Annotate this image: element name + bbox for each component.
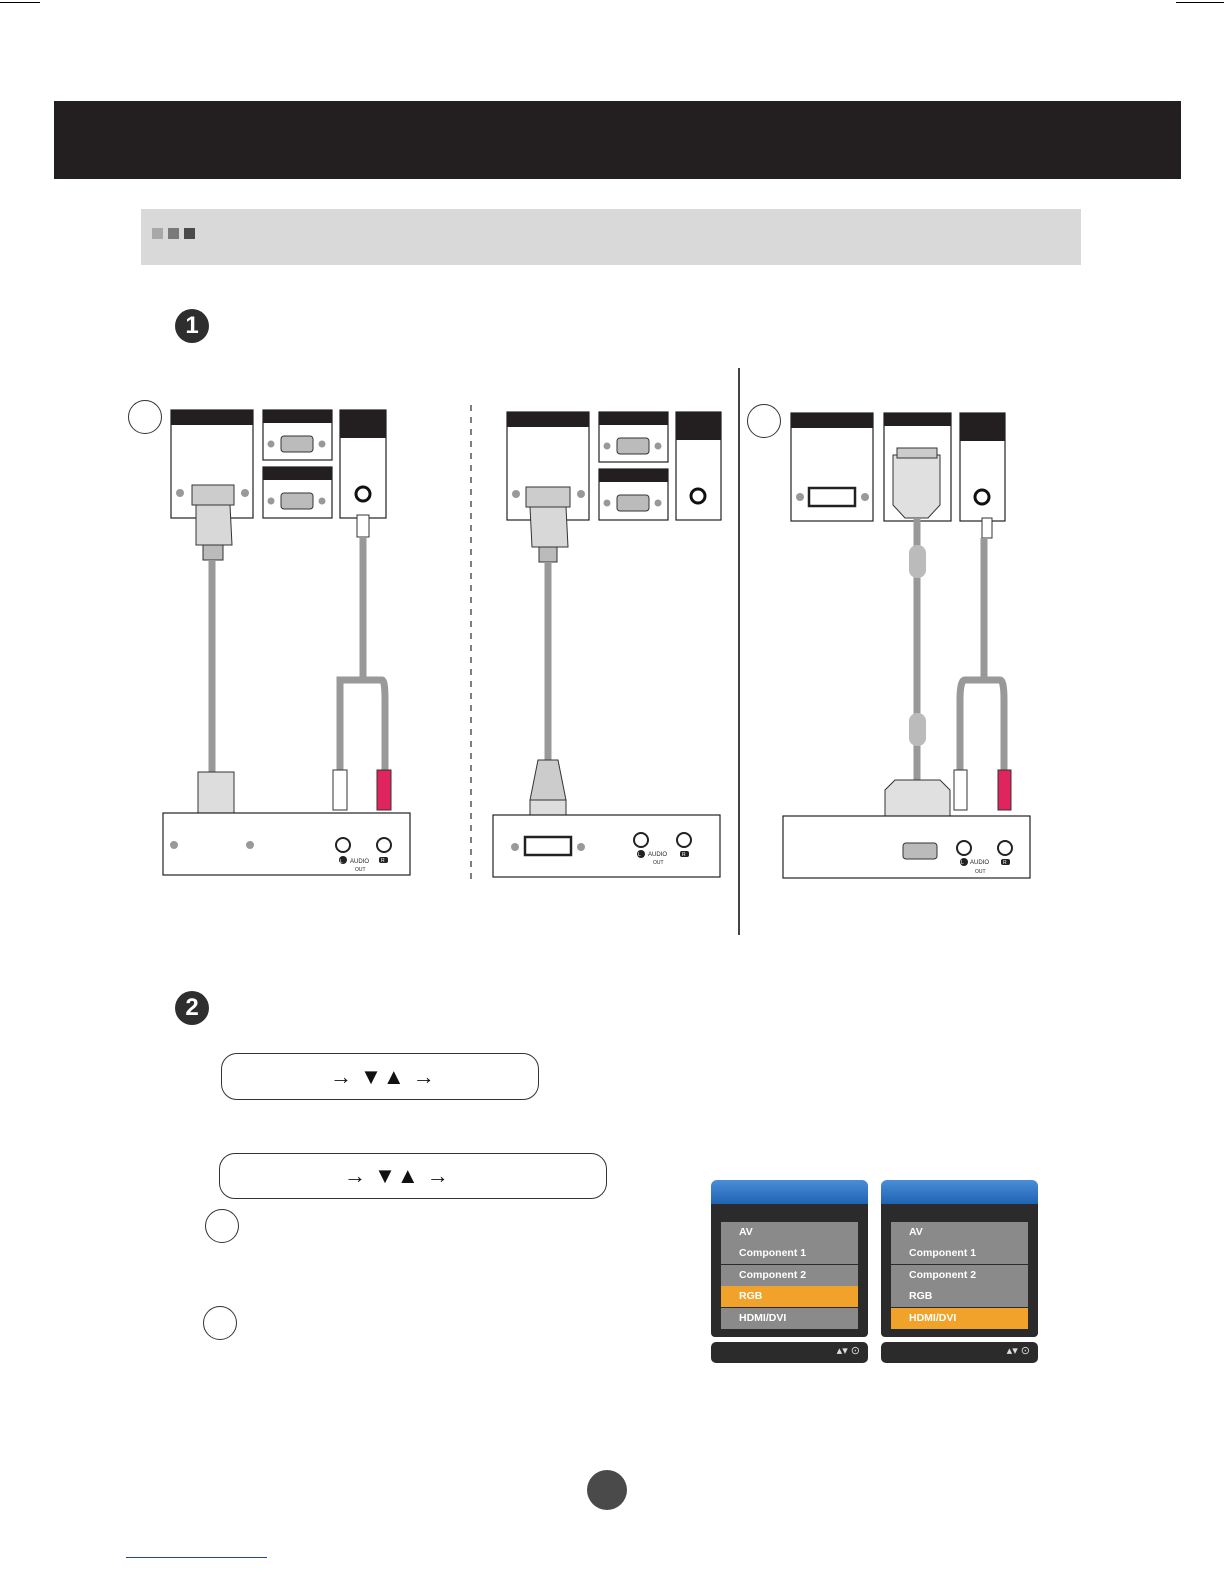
menu-item-av[interactable]: AV bbox=[891, 1222, 1028, 1243]
footer-line bbox=[126, 1557, 267, 1558]
diagram-a bbox=[163, 410, 410, 875]
crop-mark-right bbox=[1176, 2, 1224, 3]
connection-diagram bbox=[0, 360, 1224, 940]
right-channel-c: R bbox=[1003, 860, 1007, 866]
diagram-a-label-circle bbox=[128, 400, 162, 434]
menu-header bbox=[881, 1180, 1038, 1204]
diagram-b bbox=[493, 412, 721, 877]
menu-header bbox=[711, 1180, 868, 1204]
menu-footer bbox=[711, 1342, 868, 1363]
audio-out-c: OUT bbox=[975, 869, 986, 875]
right-channel-b: R bbox=[682, 852, 686, 858]
instruction-arrows-2: → ▼▲ → bbox=[344, 1163, 450, 1188]
section-square-3 bbox=[184, 228, 195, 239]
step-1-number: 1 bbox=[175, 309, 209, 343]
menu-item-component-1[interactable]: Component 1 bbox=[891, 1243, 1028, 1264]
diagram-c-label-circle bbox=[747, 404, 781, 438]
section-square-2 bbox=[168, 228, 179, 239]
diagram-c bbox=[783, 413, 1030, 878]
menu-item-component-1[interactable]: Component 1 bbox=[721, 1243, 858, 1264]
audio-label-b: AUDIO bbox=[648, 852, 668, 858]
crop-mark-left bbox=[0, 2, 40, 3]
input-menu-right bbox=[881, 1180, 1038, 1363]
menu-item-component-2[interactable]: Component 2 bbox=[721, 1265, 858, 1286]
audio-out-a: OUT bbox=[355, 867, 366, 873]
option-a-circle bbox=[205, 1209, 239, 1243]
menu-item-component-2[interactable]: Component 2 bbox=[891, 1265, 1028, 1286]
right-channel-a: R bbox=[381, 858, 385, 864]
input-menu-left bbox=[711, 1180, 868, 1363]
section-bar bbox=[141, 209, 1081, 265]
left-channel-c: L bbox=[961, 860, 964, 866]
menu-item-hdmi-dvi[interactable]: HDMI/DVI bbox=[721, 1308, 858, 1329]
page-number-badge bbox=[587, 1470, 627, 1510]
menu-footer bbox=[881, 1342, 1038, 1363]
menu-item-hdmi-dvi[interactable]: HDMI/DVI bbox=[891, 1308, 1028, 1329]
navigate-select-icon: ▴▾ ⊙ bbox=[836, 1345, 860, 1357]
audio-label-a: AUDIO bbox=[350, 859, 370, 865]
menu-item-rgb[interactable]: RGB bbox=[891, 1286, 1028, 1307]
navigate-select-icon: ▴▾ ⊙ bbox=[1006, 1345, 1030, 1357]
option-b-circle bbox=[203, 1306, 237, 1340]
left-channel-a: L bbox=[340, 859, 343, 865]
menu-item-av[interactable]: AV bbox=[721, 1222, 858, 1243]
audio-label-c: AUDIO bbox=[970, 860, 990, 866]
instruction-arrows-1: → ▼▲ → bbox=[330, 1064, 436, 1089]
section-square-1 bbox=[152, 228, 163, 239]
left-channel-b: L bbox=[638, 852, 641, 858]
header-bar bbox=[54, 101, 1181, 179]
step-2-number: 2 bbox=[175, 991, 209, 1025]
menu-item-rgb[interactable]: RGB bbox=[721, 1286, 858, 1307]
audio-out-b: OUT bbox=[653, 860, 664, 866]
